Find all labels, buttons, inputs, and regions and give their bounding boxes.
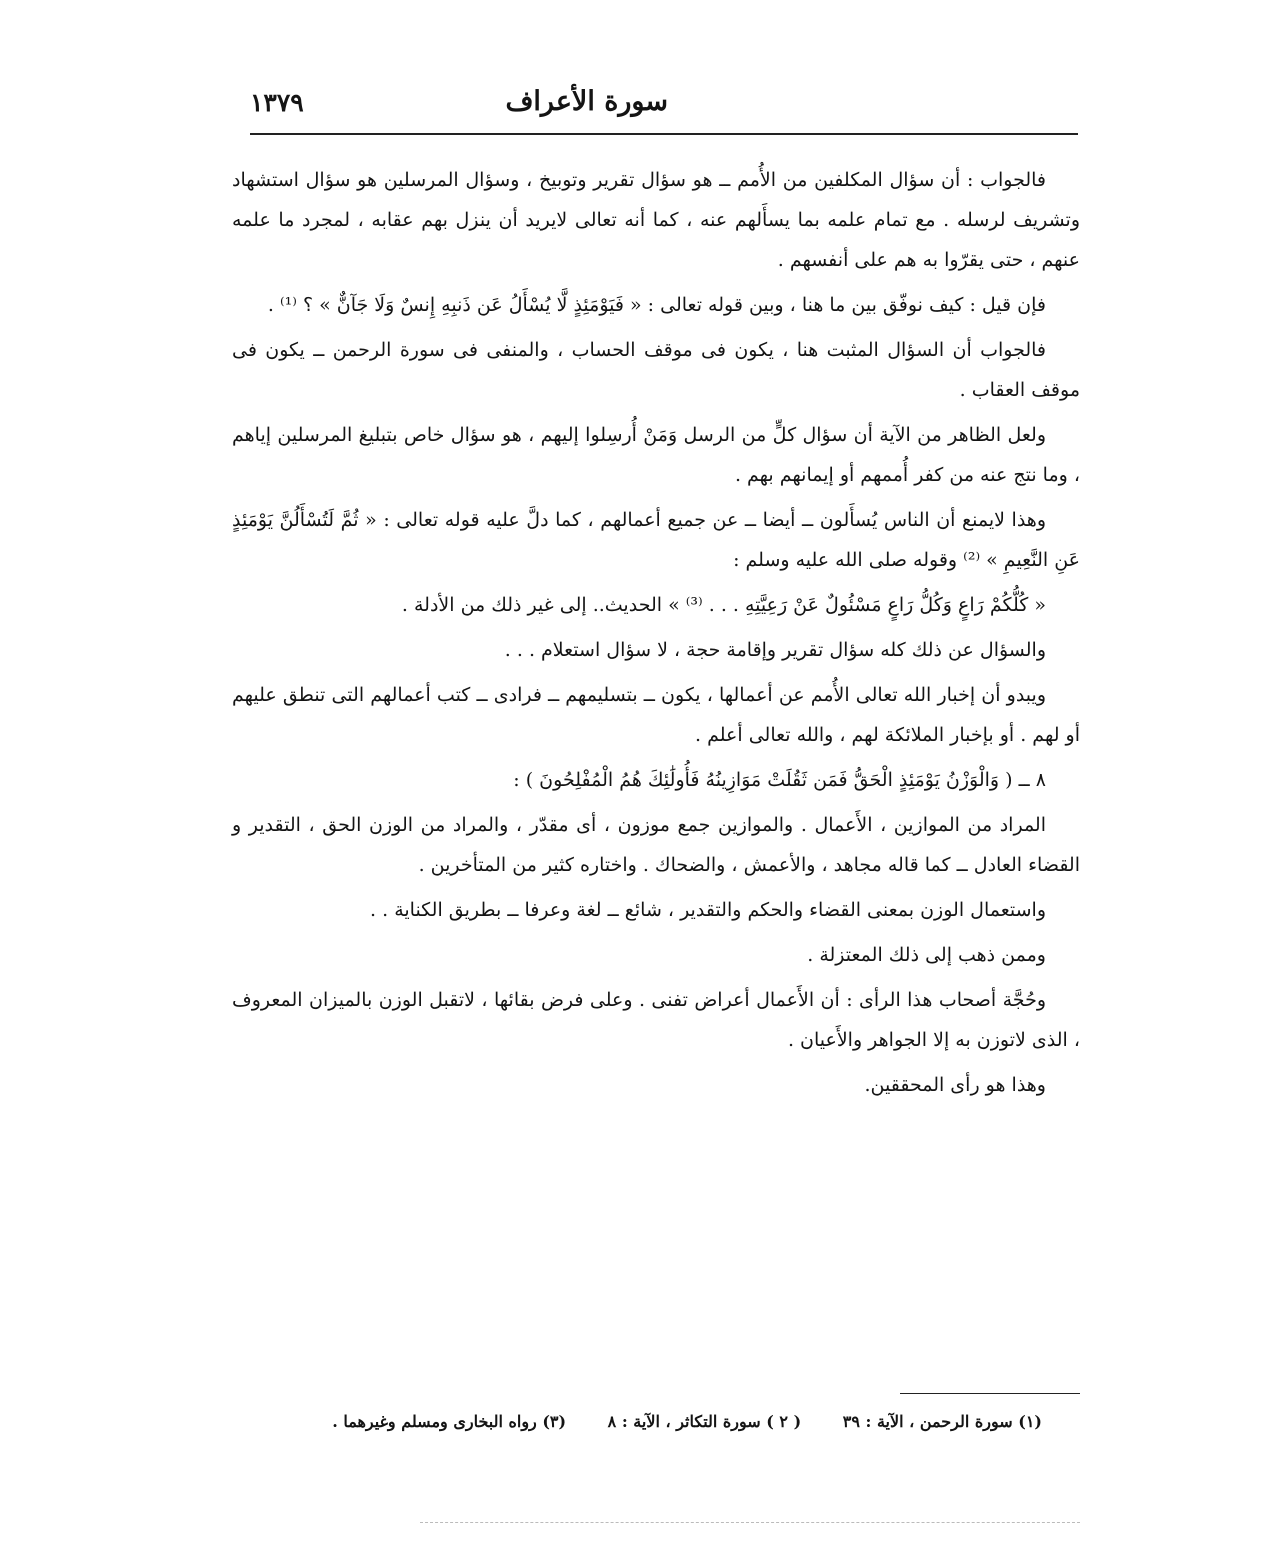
paragraph: وحُجَّة أصحاب هذا الرأى : أن الأَعمال أعراض تفنى . وعلى فرض بقائها ، لاتقبل الوزن بالميزان المعروف ، الذى لاتوزن به إلا الجواهر والأَعيان . <box>232 989 1080 1051</box>
paragraph: وهذا لايمنع أن الناس يُسأَلون ــ أيضا ــ عن جميع أعمالهم ، كما دلَّ عليه قوله تعالى : « ثُمَّ لَتُسْأَلُنَّ يَوْمَئِذٍ عَنِ النَّعِيمِ » ⁽²⁾ وقوله صلى الله عليه وسلم : <box>232 509 1080 571</box>
page-number: ١٣٧٩ <box>250 88 304 117</box>
paragraph: ولعل الظاهر من الآية أن سؤال كلٍّ من الرسل وَمَنْ أُرسِلوا إليهم ، هو سؤال خاص بتبليغ المرسلين إياهم ، وما نتج عنه من كفر أُممهم أو إيمانهم بهم . <box>232 424 1080 486</box>
header-divider <box>250 133 1078 135</box>
paragraph: وهذا هو رأى المحققين. <box>864 1074 1046 1096</box>
verse-heading: ٨ ــ ( وَالْوَزْنُ يَوْمَئِذٍ الْحَقُّ فَمَن ثَقُلَتْ مَوَازِينُهُ فَأُولَٰئِكَ هُمُ الْمُفْلِحُونَ ) : <box>513 769 1046 791</box>
paragraph: والسؤال عن ذلك كله سؤال تقرير وإقامة حجة ، لا سؤال استعلام . . . <box>504 639 1046 661</box>
paragraph: فالجواب : أن سؤال المكلفين من الأُمم ــ هو سؤال تقرير وتوبيخ ، وسؤال المرسلين هو سؤال استشهاد وتشريف لرسله . مع تمام علمه بما يسأَلهم عنه ، كما أنه تعالى لايريد أن ينزل بهم عقابه ، لمجرد ما علمه عنهم ، حتى يقرّوا به هم على أنفسهم . <box>232 169 1080 271</box>
footnotes <box>232 1404 1042 1440</box>
paragraph: فالجواب أن السؤال المثبت هنا ، يكون فى موقف الحساب ، والمنفى فى سورة الرحمن ــ يكون فى موقف العقاب . <box>232 339 1080 401</box>
paragraph: « كُلُّكُمْ رَاعٍ وَكُلُّ رَاعٍ مَسْئُولٌ عَنْ رَعِيَّتِهِ . . . ⁽³⁾ » الحديث.. إلى غير ذلك من الأدلة . <box>401 594 1046 616</box>
paragraph: وممن ذهب إلى ذلك المعتزلة . <box>807 944 1046 966</box>
footnote-divider <box>900 1393 1080 1394</box>
paragraph: فإن قيل : كيف نوفّق بين ما هنا ، وبين قوله تعالى : « فَيَوْمَئِذٍ لَّا يُسْأَلُ عَن ذَنبِهِ إِنسٌ وَلَا جَآنٌّ » ؟ ⁽¹⁾ . <box>267 294 1046 316</box>
paragraph: المراد من الموازين ، الأَعمال . والموازين جمع موزون ، أى مقدّر ، والمراد من الوزن الحق ، التقدير و القضاء العادل ــ كما قاله مجاهد ، والأعمش ، والضحاك . واختاره كثير من المتأخرين . <box>232 814 1080 876</box>
paragraph: واستعمال الوزن بمعنى القضاء والحكم والتقدير ، شائع ــ لغة وعرفا ــ بطريق الكناية . . <box>370 899 1046 921</box>
footnote-2: ( ٢ ) سورة التكاثر ، الآية : ٨ <box>607 1412 802 1431</box>
bottom-dashed-line <box>420 1522 1080 1523</box>
surah-title: سورة الأعراف <box>505 86 668 117</box>
footnote-3: (٣) رواه البخارى ومسلم وغيرهما . <box>332 1412 567 1431</box>
paragraph: ويبدو أن إخبار الله تعالى الأُمم عن أعمالها ، يكون ــ بتسليمهم ــ فرادى ــ كتب أعمالهم التى تنطق عليهم أو لهم . أو بإخبار الملائكة لهم ، والله تعالى أعلم . <box>232 684 1080 746</box>
page-body <box>232 160 1080 1110</box>
footnote-1: (١) سورة الرحمن ، الآية : ٣٩ <box>842 1412 1042 1431</box>
page-header <box>250 82 1078 130</box>
